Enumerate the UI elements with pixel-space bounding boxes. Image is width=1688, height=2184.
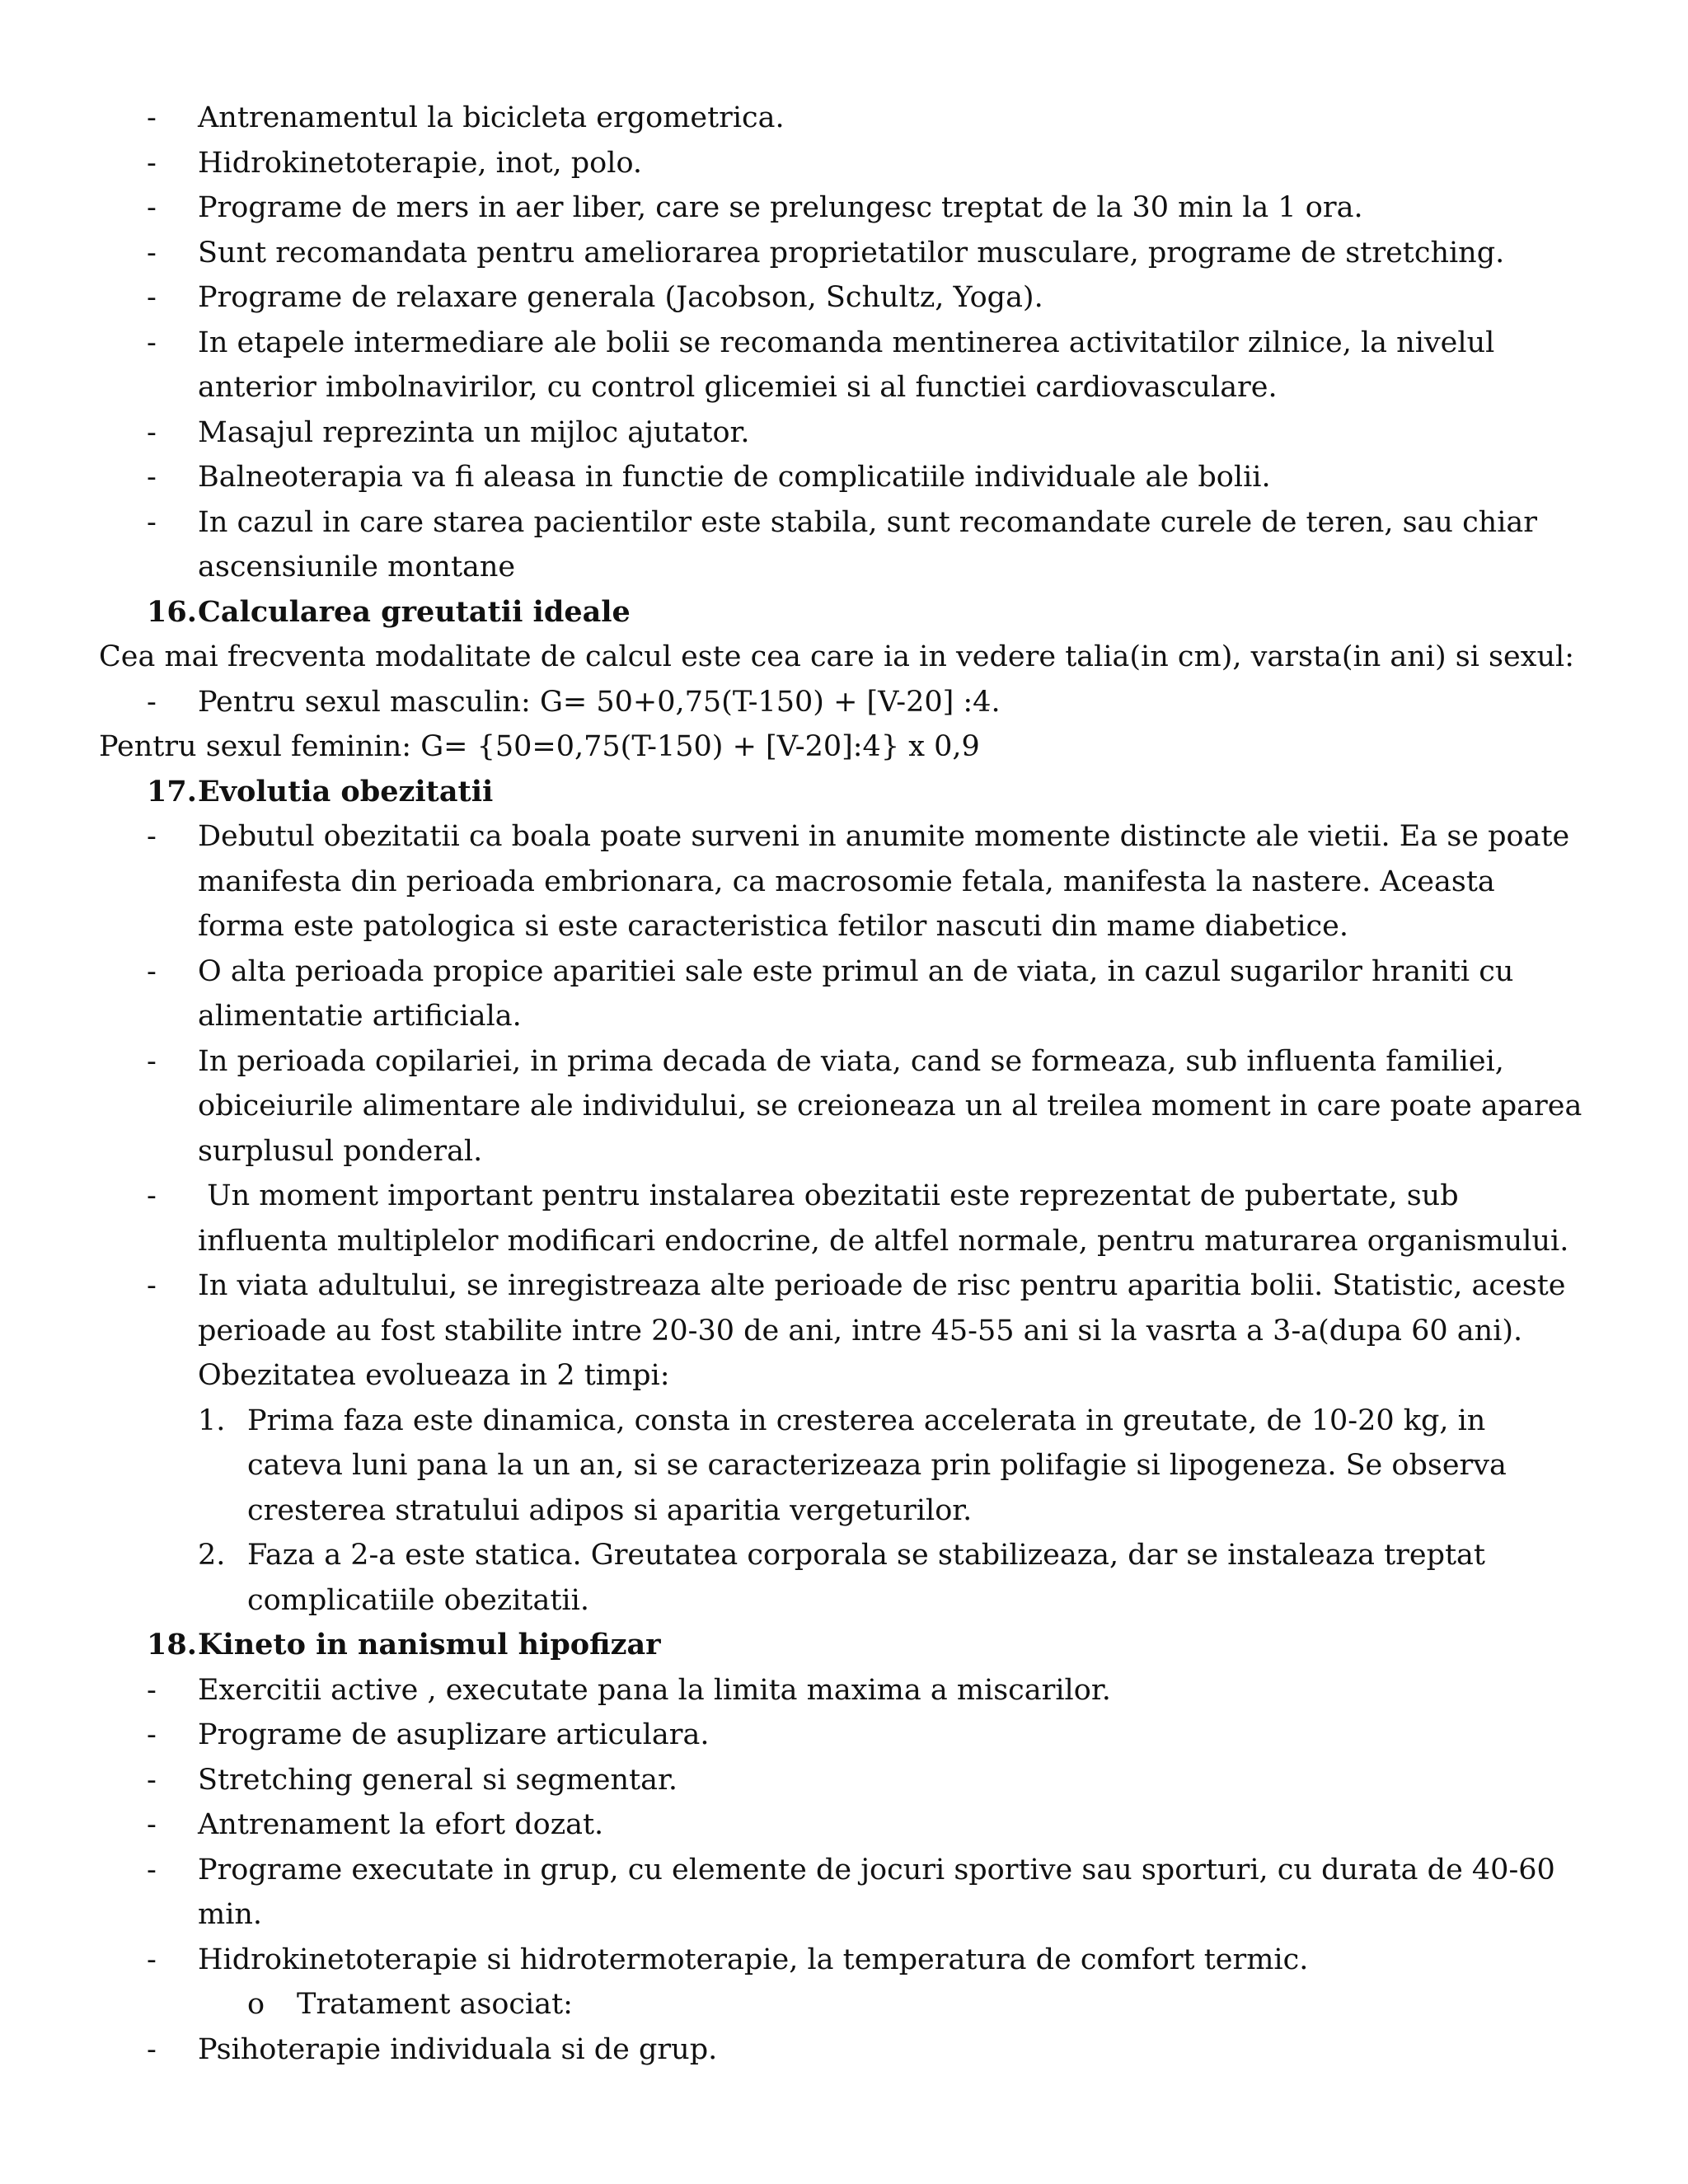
- list-item: [99, 1938, 1589, 1983]
- bullet-marker: -: [147, 415, 157, 449]
- list-item: [99, 141, 1589, 186]
- bullet-marker: -: [147, 685, 157, 719]
- bullet-marker: -: [147, 2032, 157, 2066]
- list-item: [99, 949, 1589, 1039]
- list-item: [99, 1039, 1589, 1174]
- bullet-marker: -: [147, 236, 157, 269]
- list-item-text: O alta perioada propice aparitiei sale este primul an de viata, in cazul sugarilor hraniti cu alimentatie artificiala.: [198, 954, 1514, 1033]
- section-heading-17: [99, 770, 1589, 815]
- bullet-marker: -: [147, 505, 157, 539]
- list-item-text: In etapele intermediare ale bolii se recomanda mentinerea activitatilor zilnice, la nivelul anterior imbolnavirilor, cu control glicemiei si al functiei cardiovasculare.: [198, 326, 1495, 404]
- list-item: [99, 231, 1589, 276]
- bullet-marker: -: [147, 954, 157, 988]
- list-item: [99, 410, 1589, 456]
- list-item-text: Pentru sexul masculin: G= 50+0,75(T-150) + [V-20] :4.: [198, 685, 1001, 719]
- heading-number: 18.: [147, 1628, 197, 1661]
- bullet-marker: -: [147, 1763, 157, 1797]
- bullet-marker: -: [147, 1044, 157, 1078]
- bullet-marker: -: [147, 146, 157, 180]
- list-item-text: Masajul reprezinta un mijloc ajutator.: [198, 415, 750, 449]
- number-marker: 2.: [198, 1539, 226, 1572]
- list-item: [99, 321, 1589, 410]
- list-item-text: In perioada copilariei, in prima decada de viata, cand se formeaza, sub influenta familiei, obiceiurile alimentare ale individului, se creioneaza un al treilea moment in care poate aparea surplusul ponderal.: [198, 1044, 1582, 1168]
- list-item: [99, 1263, 1589, 1399]
- heading-number: 17.: [147, 774, 197, 808]
- numbered-item: [99, 1399, 1589, 1534]
- paragraph: Pentru sexul feminin: G= {50=0,75(T-150) + [V-20]:4} x 0,9: [99, 730, 980, 763]
- bullet-marker: -: [147, 326, 157, 359]
- list-item-text: Balneoterapia va fi aleasa in functie de complicatiile individuale ale bolii.: [198, 461, 1271, 494]
- list-item: [99, 96, 1589, 141]
- list-item-text: In viata adultului, se inregistreaza alte perioade de risc pentru aparitia bolii. Statistic, aceste perioade au fost stabilite intre 20-30 de ani, intre 45-55 ani si la vasrta a 3-a(dupa 60 ani). Obezitatea evolueaza in 2 timpi:: [198, 1269, 1566, 1392]
- list-item-text: Programe de mers in aer liber, care se prelungesc treptat de la 30 min la 1 ora.: [198, 191, 1363, 224]
- list-item-text: Debutul obezitatii ca boala poate surveni in anumite momente distincte ale vietii. Ea se poate manifesta din perioada embrionara, ca macrosomie fetala, manifesta la nastere. Aceasta forma este patologica si este caracteristica fetilor nascuti din mame diabetice.: [198, 820, 1570, 943]
- list-item: [99, 455, 1589, 500]
- bullet-marker: -: [147, 101, 157, 134]
- heading-number: 16.: [147, 594, 197, 629]
- sub-list-item: [99, 1982, 1589, 2027]
- bullet-marker: -: [147, 1853, 157, 1886]
- bullet-marker: -: [147, 1673, 157, 1707]
- list-item: [99, 1802, 1589, 1848]
- list-item-text: Un moment important pentru instalarea obezitatii este reprezentat de pubertate, sub influenta multiplelor modificari endocrine, de altfel normale, pentru maturarea organismului.: [198, 1179, 1569, 1258]
- list-item-text: Programe executate in grup, cu elemente de jocuri sportive sau sporturi, cu durata de 40-60 min.: [198, 1853, 1555, 1931]
- bullet-marker: -: [147, 191, 157, 224]
- bullet-marker: -: [147, 281, 157, 314]
- list-item-text: Sunt recomandata pentru ameliorarea proprietatilor musculare, programe de stretching.: [198, 236, 1505, 269]
- list-item-text: Hidrokinetoterapie si hidrotermoterapie, la temperatura de comfort termic.: [198, 1943, 1309, 1976]
- numbered-item: [99, 1533, 1589, 1623]
- list-item-text: In cazul in care starea pacientilor este stabila, sunt recomandate curele de teren, sau chiar ascensiunile montane: [198, 505, 1538, 583]
- list-item: [99, 185, 1589, 231]
- numbered-item-text: Faza a 2-a este statica. Greutatea corporala se stabilizeaza, dar se instaleaza treptat complicatiile obezitatii.: [247, 1539, 1485, 1617]
- list-item: [99, 1848, 1589, 1938]
- list-item-text: Antrenament la efort dozat.: [198, 1808, 604, 1841]
- heading-text: Evolutia obezitatii: [198, 774, 494, 808]
- bullet-marker: -: [147, 1808, 157, 1841]
- circle-bullet-marker: o: [247, 1988, 265, 2021]
- list-item-text: Exercitii active , executate pana la limita maxima a miscarilor.: [198, 1673, 1111, 1707]
- list-item: [99, 814, 1589, 949]
- bullet-marker: -: [147, 1943, 157, 1976]
- list-item: [99, 1668, 1589, 1713]
- bullet-marker: -: [147, 1179, 157, 1212]
- list-item: [99, 1713, 1589, 1758]
- heading-text: Kineto in nanismul hipofizar: [198, 1628, 661, 1661]
- list-item: [99, 2027, 1589, 2073]
- bullet-marker: -: [147, 461, 157, 494]
- list-item: [99, 680, 1589, 725]
- list-item-text: Stretching general si segmentar.: [198, 1763, 678, 1797]
- list-item: [99, 1758, 1589, 1803]
- heading-text: Calcularea greutatii ideale: [198, 594, 631, 629]
- paragraph: Cea mai frecventa modalitate de calcul este cea care ia in vedere talia(in cm), varsta(in ani) si sexul:: [99, 640, 1574, 673]
- sub-list-item-text: Tratament asociat:: [297, 1988, 573, 2021]
- bullet-marker: -: [147, 1269, 157, 1302]
- list-item-text: Psihoterapie individuala si de grup.: [198, 2032, 718, 2066]
- section-heading-16: [99, 590, 1589, 635]
- list-item: [99, 275, 1589, 321]
- section-heading-18: [99, 1623, 1589, 1668]
- bullet-marker: -: [147, 820, 157, 853]
- number-marker: 1.: [198, 1404, 226, 1437]
- bullet-marker: -: [147, 1718, 157, 1751]
- numbered-item-text: Prima faza este dinamica, consta in cresterea accelerata in greutate, de 10-20 kg, in cateva luni pana la un an, si se caracterizeaza prin polifagie si lipogeneza. Se observa cresterea stratului adipos si aparitia vergeturilor.: [247, 1404, 1507, 1527]
- list-item-text: Programe de relaxare generala (Jacobson, Schultz, Yoga).: [198, 281, 1043, 314]
- list-item-text: Hidrokinetoterapie, inot, polo.: [198, 146, 643, 180]
- list-item: [99, 500, 1589, 590]
- list-item-text: Antrenamentul la bicicleta ergometrica.: [198, 101, 785, 134]
- list-item: [99, 1174, 1589, 1263]
- list-item-text: Programe de asuplizare articulara.: [198, 1718, 710, 1751]
